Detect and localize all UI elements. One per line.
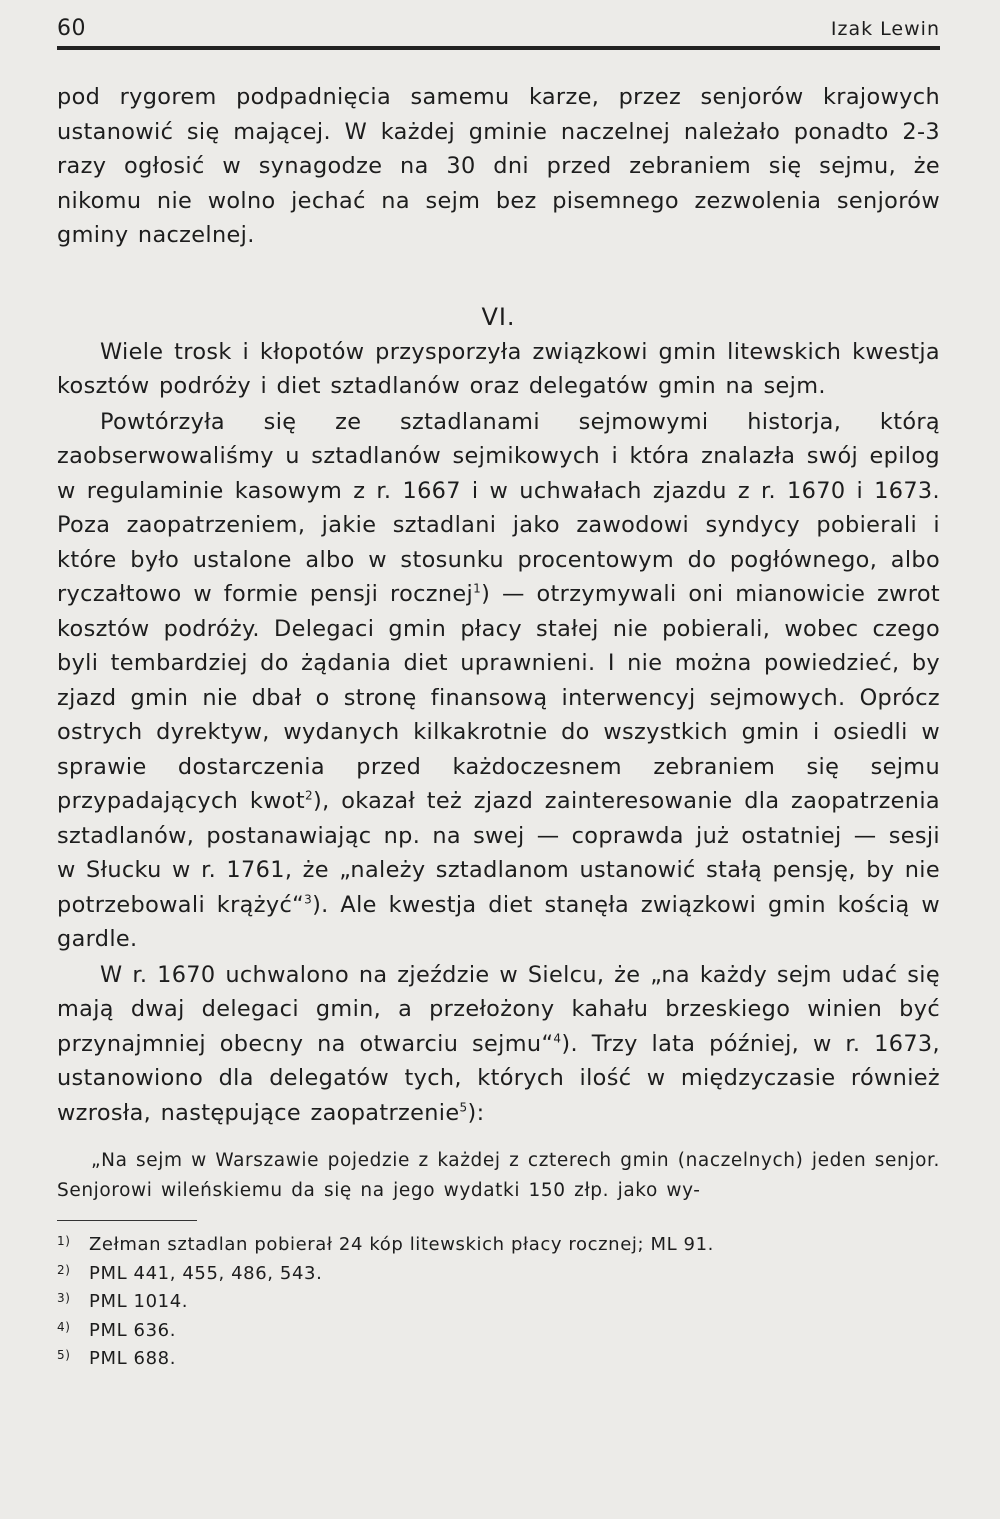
- block-quote: [57, 1146, 940, 1206]
- footnote-item: [57, 1288, 940, 1317]
- paragraph-text: ) — otrzymywali oni mianowicie zwrot kosztów podróży. Delegaci gmin płacy stałej nie pobierali, wobec czego byli tembardziej do żądania diet uprawnieni. I nie można powiedzieć, by zjazd gmin nie dbał o stronę finansową interwencyj sejmowych. Oprócz ostrych dyrektyw, wydanych kilkakrotnie do wszystkich gmin i osiedli w sprawie dostarczenia przed każdoczesnem zebraniem się sejmu przypadających kwot: [57, 581, 940, 814]
- footnote-item: [57, 1345, 940, 1374]
- footnote-text: PML 636.: [89, 1319, 177, 1341]
- footnote-mark: 1): [57, 1234, 71, 1248]
- quote-text: „Na sejm w Warszawie pojedzie z każdej z czterech gmin (naczelnych) jeden senjor. Senjorowi wileńskiemu da się na jego wydatki 150 złp. jako wy-: [57, 1150, 940, 1201]
- page-number: 60: [57, 16, 86, 41]
- running-head-author: Izak Lewin: [830, 18, 940, 40]
- paragraph-diet-intro: Wiele trosk i kłopotów przysporzyła związkowi gmin litewskich kwestja kosztów podróży i diet sztadlanów oraz delegatów gmin na sejm.: [57, 338, 940, 399]
- footnote-ref-1: 1: [473, 581, 482, 596]
- footnotes: [57, 1231, 940, 1374]
- footnote-item: [57, 1317, 940, 1346]
- footnote-ref-4: 4: [553, 1031, 562, 1046]
- paragraph-sztadlani: [57, 405, 940, 957]
- footnote-text: PML 441, 455, 486, 543.: [89, 1262, 323, 1284]
- footnote-text: Zełman sztadlan pobierał 24 kóp litewskich płacy rocznej; ML 91.: [89, 1234, 714, 1255]
- paragraph-text: ), okazał też zjazd zainteresowanie dla zaopatrzenia sztadlanów, postanawiając np. na swej — coprawda już ostatniej — sesji w Słucku w r. 1761, że „należy sztadlanom ustanowić stałą pensję, by nie potrzebowali krążyć“: [57, 788, 940, 918]
- paragraph-text: Powtórzyła się ze sztadlanami sejmowymi historja, którą zaobserwowaliśmy u sztadlanów sejmikowych i która znalazła swój epilog w regulaminie kasowym z r. 1667 i w uchwałach zjazdu z r. 1670 i 1673. Poza zaopatrzeniem, jakie sztadlani jako zawodowi syndycy pobierali i które było ustalone albo w stosunku procentowym do pogłównego, albo ryczałtowo w formie pensji rocznej: [57, 408, 940, 607]
- footnote-ref-5: 5: [459, 1100, 468, 1115]
- body-text: [57, 80, 940, 1130]
- footnote-mark: 4): [57, 1319, 71, 1334]
- footnote-mark: 3): [57, 1291, 71, 1305]
- footnote-mark: 5): [57, 1348, 71, 1362]
- footnote-text: PML 1014.: [89, 1291, 189, 1312]
- paragraph-continuation: pod rygorem podpadnięcia samemu karze, przez senjorów krajowych ustanowić się mającej. W każdej gminie naczelnej należało ponadto 2-3 razy ogłosić w synagodze na 30 dni przed zebraniem się sejmu, że nikomu nie wolno jechać na sejm bez pisemnego zezwolenia senjorów gminy naczelnej.: [57, 84, 940, 248]
- paragraph-text: ). Trzy lata później, w r. 1673, ustanowiono dla delegatów tych, których ilość w międzyczasie również wzrosła, następujące zaopatrzenie: [57, 1030, 940, 1126]
- header-rule: [57, 46, 940, 50]
- paragraph-text: ):: [467, 1099, 485, 1126]
- paragraph-sielce: [57, 958, 940, 1131]
- footnote-item: [57, 1260, 940, 1289]
- paragraph-text: ). Ale kwestja diet stanęła związkowi gmin kością w gardle.: [57, 891, 940, 952]
- footnote-ref-3: 3: [304, 892, 313, 907]
- running-head: [57, 0, 940, 46]
- section-heading: VI.: [481, 302, 516, 331]
- footnote-mark: 2): [57, 1262, 71, 1277]
- footnote-rule: [57, 1220, 197, 1221]
- paragraph-text: W r. 1670 uchwalono na zjeździe w Sielcu, że „na każdy sejm udać się mają dwaj delegaci gmin, a przełożony kahału brzeskiego winien być przynajmniej obecny na otwarciu sejmu“: [57, 961, 940, 1057]
- footnote-text: PML 688.: [89, 1348, 177, 1369]
- footnote-item: [57, 1231, 940, 1260]
- footnote-ref-2: 2: [305, 788, 313, 803]
